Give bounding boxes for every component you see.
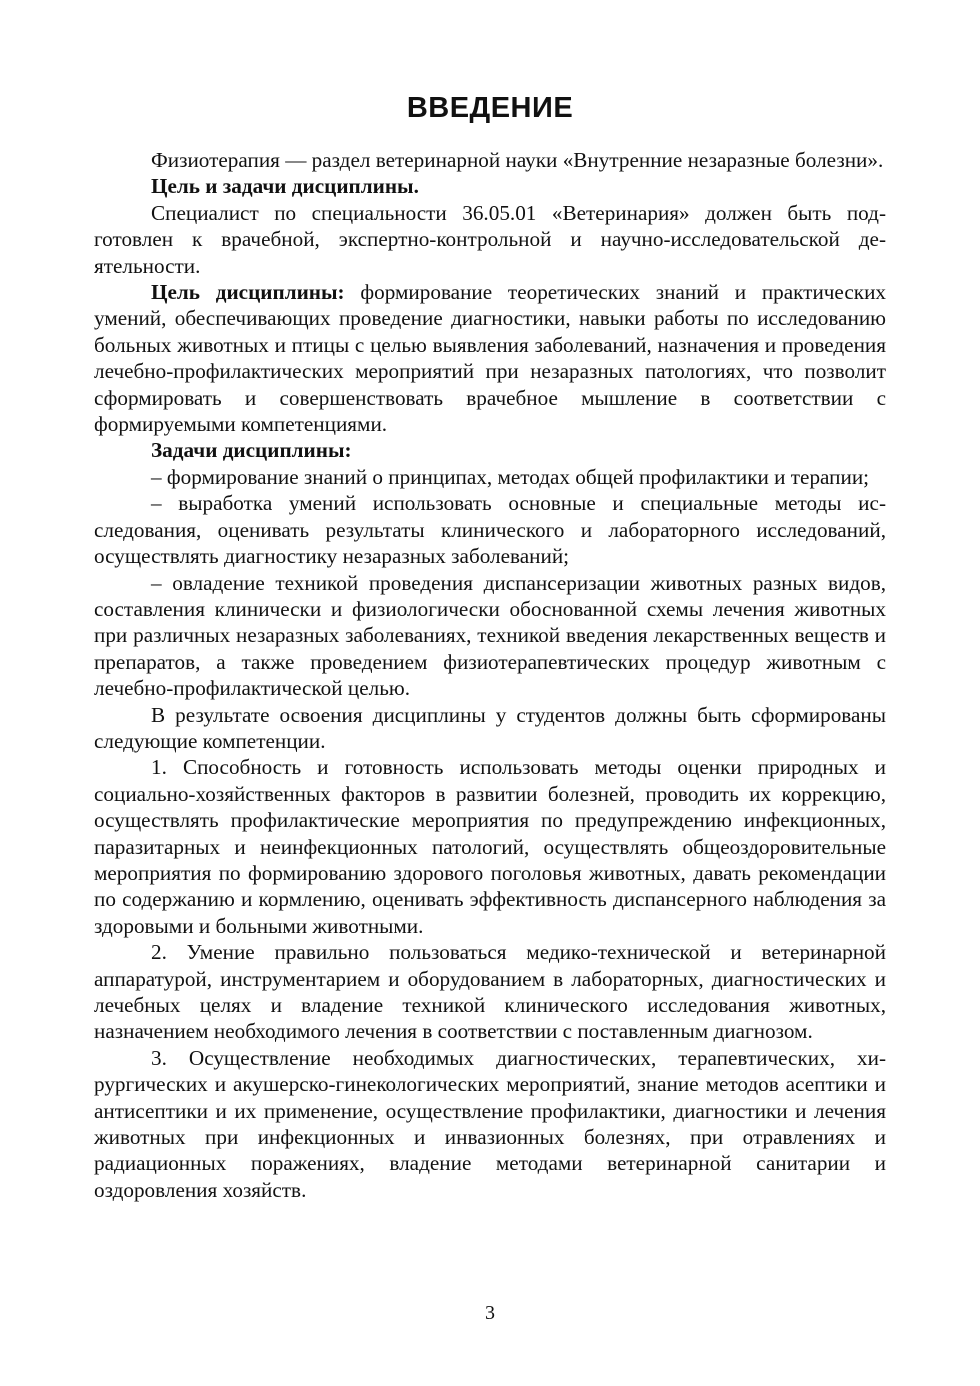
task-item: – формирование знаний о принципах, методах общей профилактики и терапии; xyxy=(151,464,870,489)
goal-lead: Цель дисциплины: xyxy=(151,280,345,305)
specialist-paragraph: Специалист по специальности 36.05.01 «Ветеринария» должен быть подготовлен к врачебной, экспертно-контрольной и научно-исследовательской деятельности. xyxy=(94,200,886,278)
competence-item: 3. Осуществление необходимых диагностических, терапевтических, хирургических и акушерско-гинекологических мероприятий, знание методов асептики и антисептики и их применение, осуществление профилактики, диагностики и лечения животных при инфекционных и инвазионных болезнях, при отравлениях и радиационных поражениях, владение методами ветеринарной санитарии и оздоровления хозяйств. xyxy=(94,1045,886,1202)
competence-item: 1. Способность и готовность использовать методы оценки природных и социально-хозяйственных факторов в развитии болезней, проводить их коррекцию, осуществлять профилактические мероприятия по предупреждению инфекционных, паразитарных и неинфекционных патологий, осуществлять общеоздоровительные мероприятия по формированию здорового поголовья животных, давать рекомендации по содержанию и кормлению, оценивать эффективность диспансерного наблюдения за здоровыми и больными животными. xyxy=(94,755,886,938)
goal-text: формирование теоретических знаний и практических умений, обеспечивающих проведение диагностики, навыки работы по исследованию больных животных и птицы с целью выявления заболеваний, назначения и проведения лечебно-профилактических мероприятий при незаразных патологиях, что позволит сформировать и совершенствовать врачебное мышление в соответствии с формируемыми компетенциями. xyxy=(94,280,886,437)
competence-item: 2. Умение правильно пользоваться медико-технической и ветеринарной аппаратурой, инструментарием и оборудованием в лабораторных, диагностических и лечебных целях и владение техникой клинического исследования животных, назначением необходимого лечения в соответствии с поставленным диагнозом. xyxy=(94,940,886,1044)
result-paragraph: В результате освоения дисциплины у студентов должны быть сформированы следующие компетенции. xyxy=(94,702,886,753)
task-item: – овладение техникой проведения диспансеризации животных разных видов, составления клинически и физиологически обоснованной схемы лечения животных при различных незаразных заболеваниях, техникой введения лекарственных веществ и препаратов, а также проведением физиотерапевтических процедур животным с лечебно-профилактической целью. xyxy=(94,570,886,701)
goal-paragraph xyxy=(94,279,886,437)
goals-heading: Цель и задачи дисциплины. xyxy=(151,174,419,199)
task-item: – выработка умений использовать основные и специальные методы исследования, оценивать результаты клинического и лабораторного исследований, осуществлять диагностику незаразных заболеваний; xyxy=(94,491,886,569)
page-number: 3 xyxy=(485,1302,495,1324)
tasks-heading: Задачи дисциплины: xyxy=(151,438,352,463)
intro-paragraph: Физиотерапия — раздел ветеринарной науки «Внутренние незаразные болезни». xyxy=(151,148,884,172)
page-title: ВВЕДЕНИЕ xyxy=(406,92,574,124)
page-body xyxy=(94,147,886,1203)
